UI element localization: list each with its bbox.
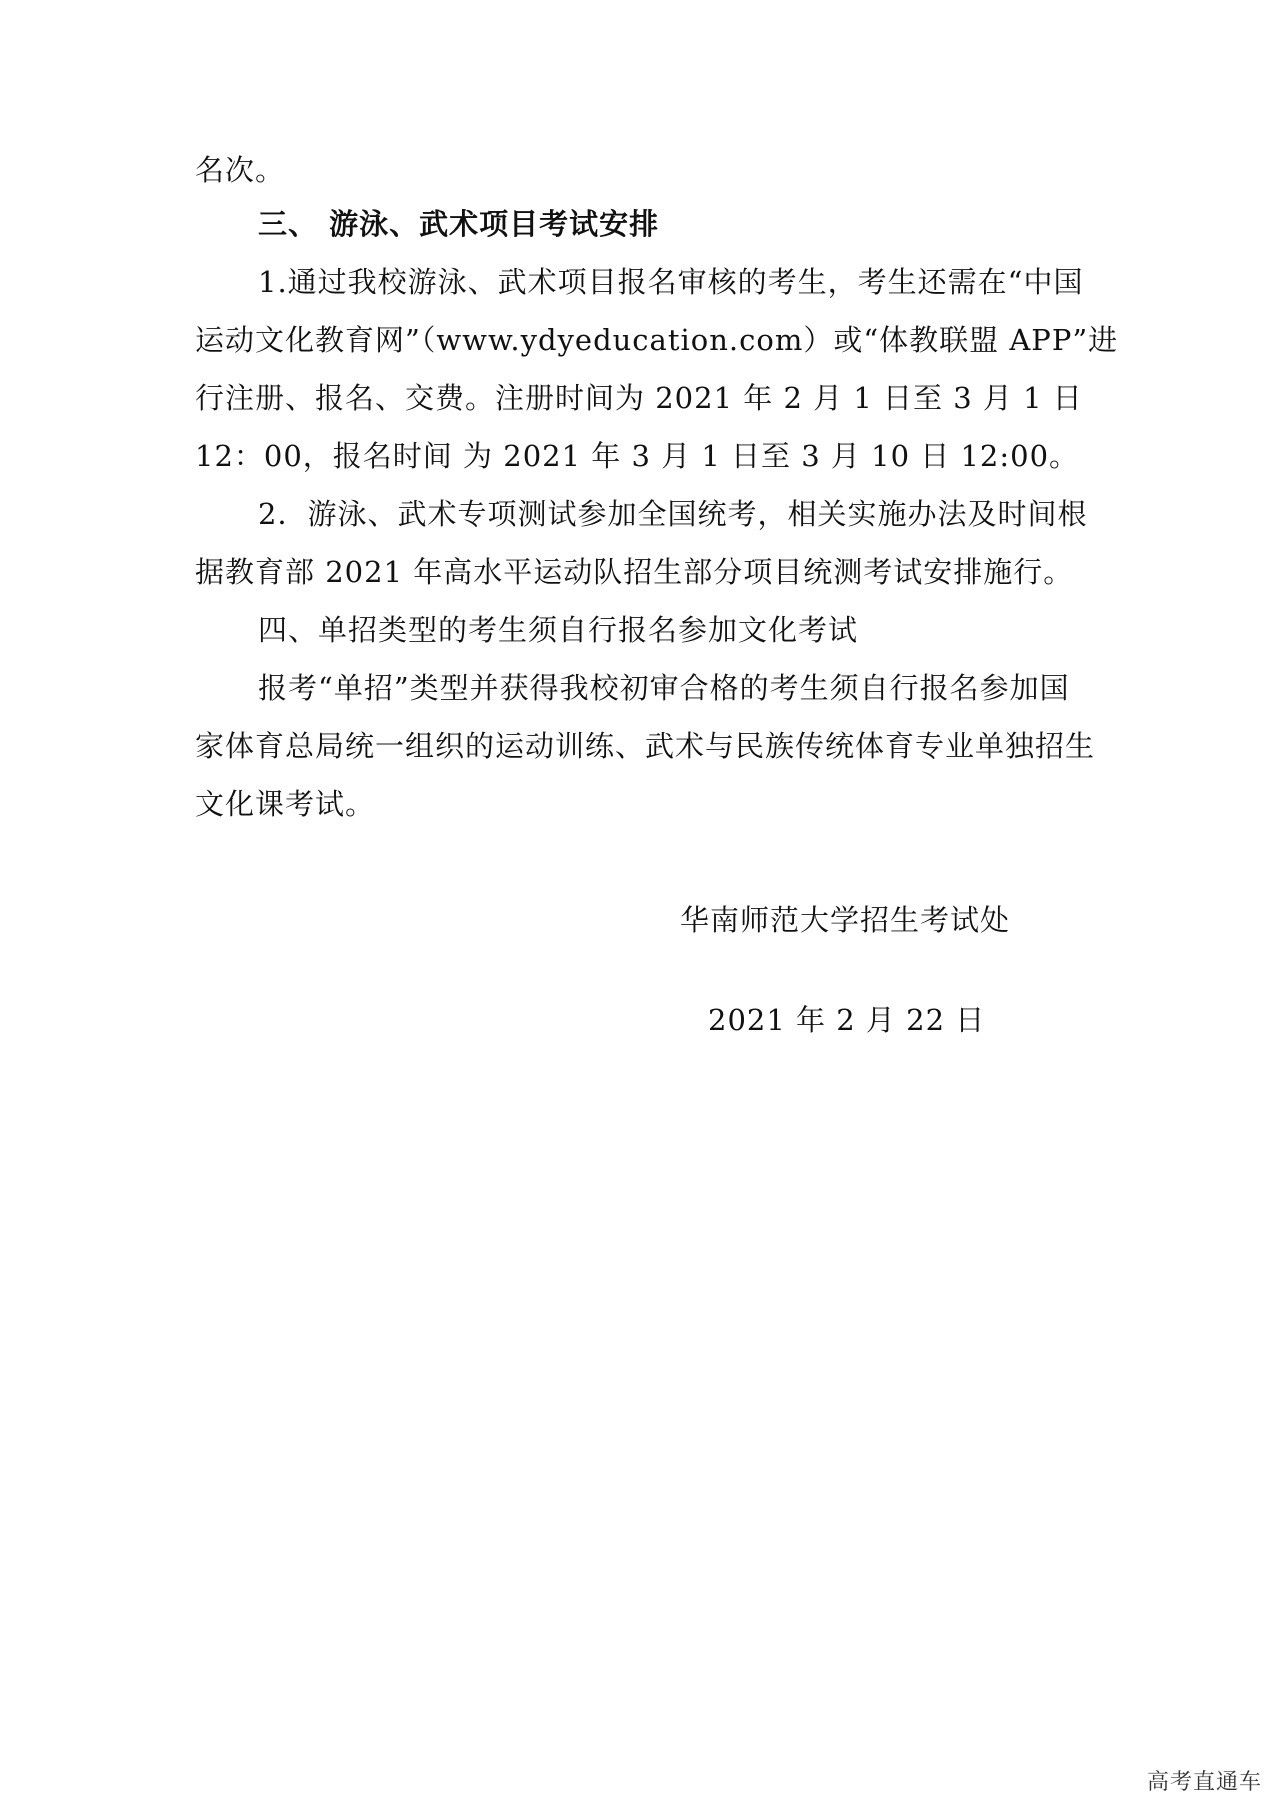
signature-organization: 华南师范大学招生考试处: [680, 903, 1011, 937]
paragraph-1-line-4: 12：00，报名时间 为 2021 年 3 月 1 日至 3 月 10 日 12:00。: [195, 439, 1080, 473]
paragraph-end-line: 名次。: [195, 153, 286, 187]
paragraph-3-line-1: 报考“单招”类型并获得我校初审合格的考生须自行报名参加国: [258, 671, 1070, 705]
paragraph-3-line-3: 文化课考试。: [195, 787, 376, 821]
section-heading-4: 四、单招类型的考生须自行报名参加文化考试: [258, 613, 859, 647]
watermark-text: 高考直通车: [1146, 1770, 1262, 1795]
paragraph-3-line-2: 家体育总局统一组织的运动训练、武术与民族传统体育专业单独招生: [195, 729, 1096, 763]
paragraph-2-line-1: 2．游泳、武术专项测试参加全国统考，相关实施办法及时间根: [258, 497, 1088, 531]
paragraph-2-line-2: 据教育部 2021 年高水平运动队招生部分项目统测考试安排施行。: [195, 555, 1074, 589]
paragraph-1-line-3: 行注册、报名、交费。注册时间为 2021 年 2 月 1 日至 3 月 1 日: [195, 381, 1083, 415]
signature-date: 2021 年 2 月 22 日: [708, 1003, 986, 1037]
paragraph-1-line-1: 1.通过我校游泳、武术项目报名审核的考生，考生还需在“中国: [258, 265, 1084, 299]
paragraph-1-line-2: 运动文化教育网”（www.ydyeducation.com）或“体教联盟 APP”进: [195, 323, 1119, 357]
section-heading-3: 三、 游泳、武术项目考试安排: [258, 207, 660, 241]
